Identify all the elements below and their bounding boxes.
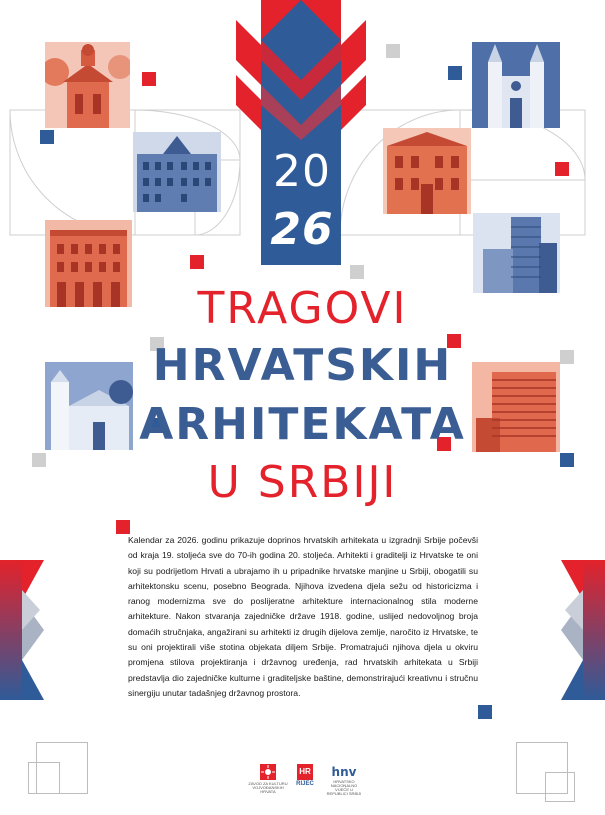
square-blue [40,130,54,144]
photo-blue-modern-tower [473,213,560,293]
square-red [555,162,569,176]
outline-square [28,762,60,794]
logo-hnv [326,764,362,796]
logo-zkvh-text: ZAVOD ZA KULTURU VOJVOĐANSKIH HRVATA [248,781,288,794]
side-ribbon-right [561,560,605,700]
photo-red-church [45,42,130,128]
zkvh-sun-icon [260,764,276,780]
square-red [190,255,204,269]
photo-blue-twin-tower-church [472,42,560,128]
outline-square [545,772,575,802]
year-top: 20 [273,146,331,197]
title-line-1: TRAGOVI [197,283,408,334]
photo-blue-corner-building [133,132,221,212]
square-red [142,72,156,86]
square-grey [386,44,400,58]
title-line-4: U SRBIJI [207,457,398,508]
hr-mark: HR [297,764,313,780]
title-line-3: ARHITEKATA [139,399,466,450]
logo-hr-rijec [290,764,320,788]
logo-hnv-text: HRVATSKO NACIONALNO VIJEĆE U REPUBLICI SRBIJI [326,779,362,796]
side-ribbon-left [0,560,44,700]
square-blue [478,705,492,719]
square-red [116,520,130,534]
logo-rijec-text: RIJEČ [296,781,314,787]
square-grey [350,265,364,279]
description-paragraph: Kalendar za 2026. godinu prikazuje doprinos hrvatskih arhitekata u izgradnji Srbije počevši od kraja 19. stoljeća sve do 70-ih godina 20. stoljeća. Arhitekti i graditelji iz Hrvatske te oni koji su podrijetlom Hrvati a ubrajamo ih u pripadnike hrvatske manjine u Srbiji, obogatili su arhitektonsku scenu, posebno Beograda. Njihova izvedena djela sežu od historicizma i ranog modernizma sve do poslijeratne arhitekture internacionalnog stila moderne arhitekture. Nakon stvaranja zajedničke države 1918. godine, uslijed nedovoljnog broja domaćih stručnjaka, angažirani su arhitekti iz drugih dijelova zemlje, naročito iz Hrvatske, te su oni projektirali više stotina objekata diljem Srbije. Promatrajući njihova djela u okviru promjena stilova projektiranja i državnog uređenja, rad hrvatskih arhitekata u Srbiji predstavlja dio zajedničke kulturne i graditeljske baštine, demonstrirajući kreativnu i stručnu sinergiju unutar tadašnjeg državnog prostora. [128,535,478,698]
hnv-mark: hnv [331,765,357,779]
title-line-2: HRVATSKIH [152,340,453,391]
year-bottom: 26 [270,204,334,255]
logo-zkvh [248,764,288,794]
square-blue [448,66,462,80]
photo-red-ornate-building [383,128,471,214]
